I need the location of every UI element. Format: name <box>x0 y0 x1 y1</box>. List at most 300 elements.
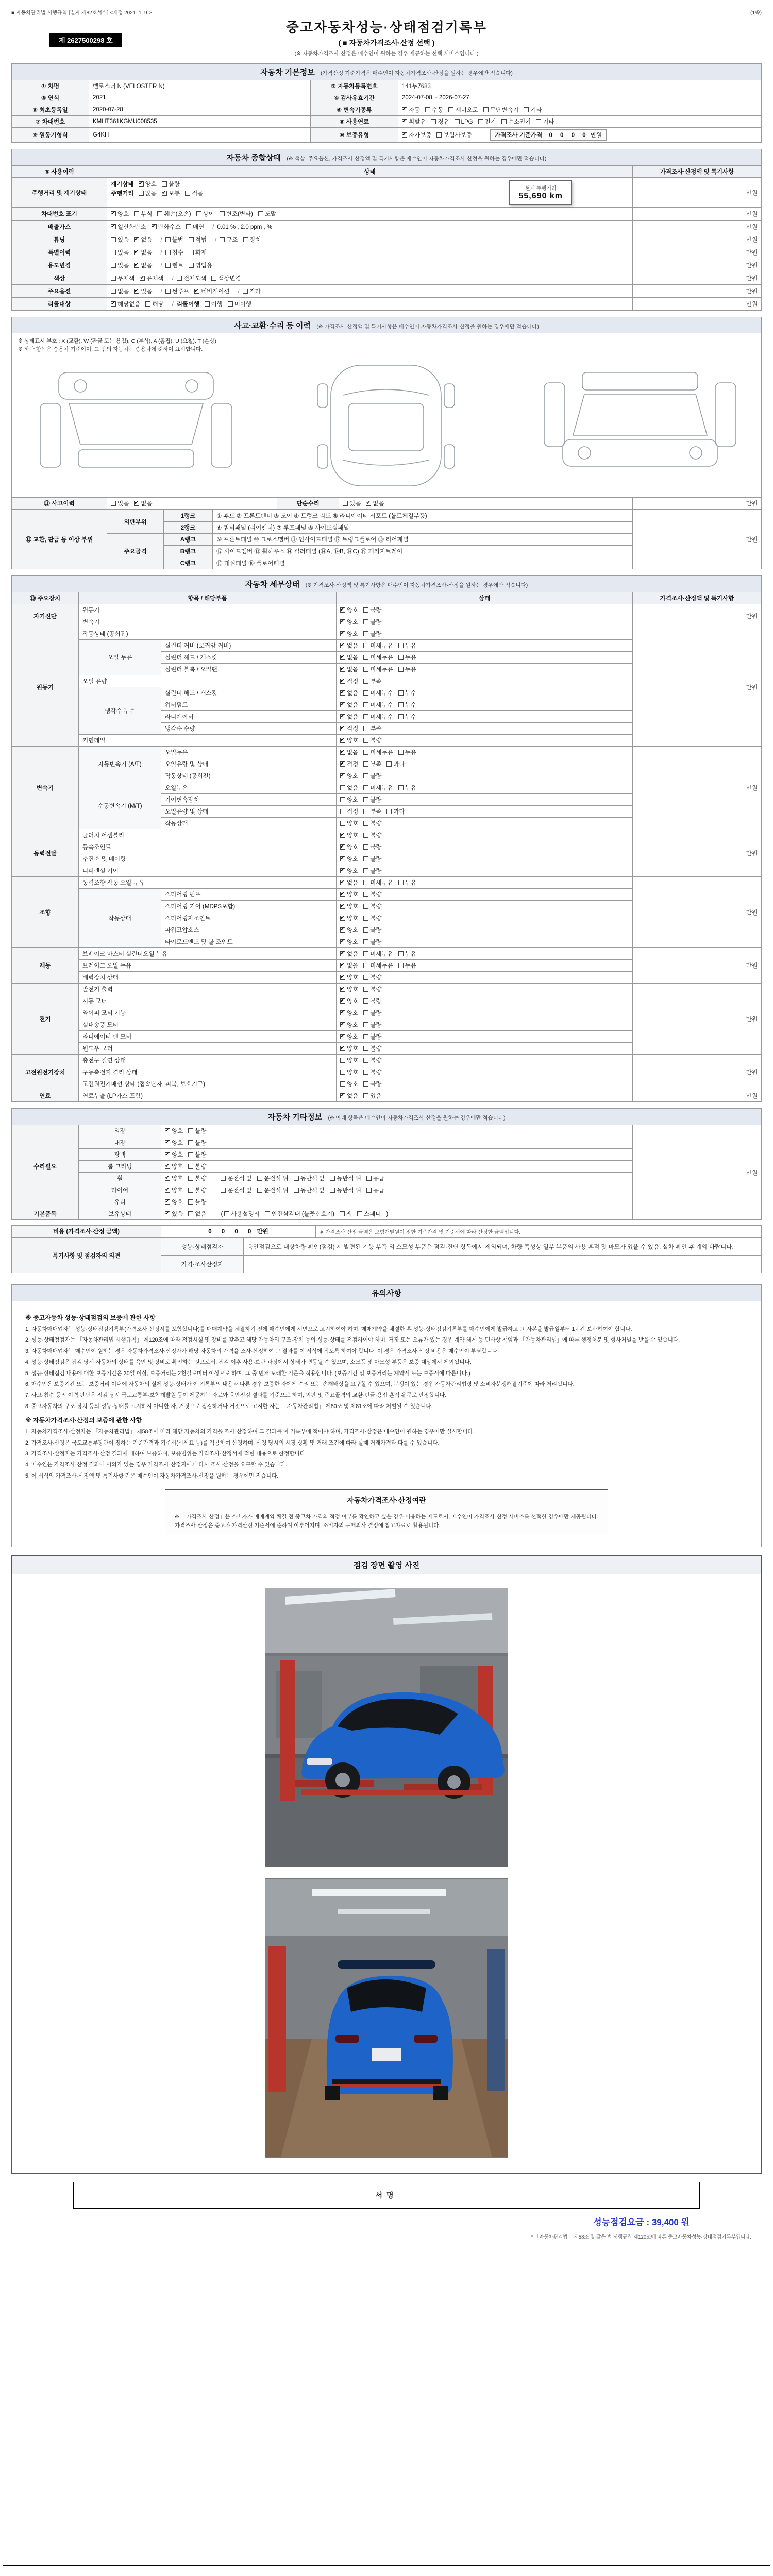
item-label: 작동상태 (공회전) <box>79 628 337 640</box>
checkbox-box-icon <box>363 643 368 648</box>
price-cell: 만원 <box>633 877 762 948</box>
checkbox-unchecked <box>363 689 393 697</box>
checkbox-label: 상이 <box>203 211 214 217</box>
checkbox-label: 불량 <box>370 868 382 874</box>
checkbox-box-icon <box>398 655 404 660</box>
checkbox-checked <box>340 997 358 1005</box>
checkbox-unchecked <box>363 1032 381 1041</box>
item-label: 스티어링 펌프 <box>161 889 337 901</box>
checkbox-box-icon <box>340 916 345 921</box>
checkbox-unchecked <box>483 106 519 114</box>
checkbox-label: 있음 <box>117 237 129 243</box>
checkbox-checked <box>139 180 157 188</box>
field-label-vin: ⑦ 차대번호 <box>12 116 89 128</box>
checkbox-checked <box>340 985 358 993</box>
checkbox-box-icon <box>366 1188 372 1193</box>
other-item-label: 유리 <box>79 1196 161 1208</box>
section-other-header <box>11 1108 762 1125</box>
checkbox-label: 불법 <box>172 237 183 243</box>
state-cell: 있음 ✔ 없음 / 침수 화재 <box>107 246 633 259</box>
document-title: 중고자동차성능·상태점검기록부 <box>285 20 488 35</box>
checkbox-checked <box>165 1198 183 1206</box>
checkbox-checked <box>134 499 152 507</box>
field-label-chname: ① 차명 <box>12 80 89 92</box>
checkbox-label: 미세누유 <box>370 951 393 957</box>
checkbox-box-icon <box>157 211 162 216</box>
checkbox-label: 구조 <box>226 237 238 243</box>
checkbox-box-icon <box>294 1176 299 1181</box>
checkbox-label: 자동 <box>409 107 421 113</box>
checkbox-box-icon <box>340 844 345 850</box>
checkbox-checked <box>140 274 163 282</box>
state-cell <box>337 806 633 818</box>
checkbox-box-icon <box>366 501 371 506</box>
item-label: 브레이크 오일 누유 <box>79 960 337 972</box>
checkbox-label: 불량 <box>370 833 382 839</box>
use-history-label: 주행거리 및 계기상태 <box>12 178 107 208</box>
item-label: 윈도우 모터 <box>79 1043 337 1055</box>
exchange-panel-table <box>11 510 762 569</box>
price-cell: 만원 <box>633 604 762 628</box>
state-cell <box>337 995 633 1007</box>
checkbox-box-icon <box>363 655 368 660</box>
col-price: 가격조사·산정액 및 특기사항 <box>633 592 762 604</box>
base-price-value: 0 0 0 0 <box>549 132 589 139</box>
checkbox-unchecked <box>478 117 496 126</box>
checkbox-box-icon <box>111 211 116 216</box>
state-cell <box>337 853 633 865</box>
checkbox-label: 과다 <box>393 761 405 768</box>
item-label: 오일유량 및 상태 <box>161 758 337 770</box>
checkbox-label: 불량 <box>370 1010 382 1016</box>
checkbox-label: 침수 <box>172 250 183 256</box>
checkbox-label: 없음 <box>347 714 359 720</box>
checkbox-box-icon <box>185 191 190 196</box>
state-cell <box>337 984 633 995</box>
checkbox-box-icon <box>340 1022 345 1027</box>
checkbox-label: 없음 <box>141 501 153 507</box>
checkbox-box-icon <box>402 107 407 112</box>
checkbox-label: 양호 <box>347 939 359 945</box>
inspection-photos-section <box>11 1555 762 2174</box>
accident-history-options <box>107 498 277 510</box>
checkbox-box-icon <box>363 607 368 613</box>
checkbox-label: 변조(변타) <box>226 211 253 217</box>
checkbox-unchecked <box>363 914 381 922</box>
checkbox-unchecked <box>363 878 393 887</box>
section-comprehensive-header <box>11 149 762 165</box>
checkbox-box-icon <box>340 619 345 624</box>
checkbox-label: 휘발유 <box>409 119 426 125</box>
opinion-who: 성능·상태점검자 <box>161 1238 244 1256</box>
price-survey-box <box>165 1489 608 1535</box>
checkbox-unchecked <box>363 985 381 993</box>
checkbox-unchecked <box>224 1210 260 1218</box>
checkbox-label: 네비게이션 <box>200 289 230 295</box>
checkbox-box-icon <box>398 702 404 707</box>
checkbox-unchecked <box>162 180 180 188</box>
checkbox-unchecked <box>243 235 261 244</box>
checkbox-label: 불량 <box>195 1152 207 1158</box>
item-label: 시동 모터 <box>79 995 337 1007</box>
checkbox-checked <box>340 867 358 875</box>
checkbox-unchecked <box>139 189 157 197</box>
checkbox-unchecked <box>340 795 358 804</box>
checkbox-label: 양호 <box>347 987 359 993</box>
item-label: 오일 유량 <box>79 675 337 687</box>
checkbox-box-icon <box>363 667 368 672</box>
rank-items: ⑮ 대쉬패널 ⑯ 플로어패널 <box>213 557 633 569</box>
checkbox-label: 적정 <box>347 809 359 815</box>
state-cell <box>337 628 633 640</box>
rank-name: 1랭크 <box>164 510 213 522</box>
checkbox-unchecked <box>398 653 416 662</box>
state-cell <box>337 675 633 687</box>
checkbox-box-icon <box>165 1176 170 1181</box>
field-label-valid: ④ 검사유효기간 <box>311 92 398 104</box>
checkbox-checked <box>340 713 358 721</box>
checkbox-label: 많음 <box>145 191 157 197</box>
checkbox-unchecked <box>398 665 416 673</box>
section-note: (※ 가격조사·산정액 및 특기사항은 매수인이 자동차가격조사·산정을 원하는 경우에만 적습니다) <box>305 582 528 588</box>
col-state: 상태 <box>337 592 633 604</box>
rank-items: ⑥ 쿼터패널 (리어펜더) ⑦ 루프패널 ⑧ 사이드실패널 <box>213 522 633 534</box>
checkbox-unchecked <box>257 1174 289 1182</box>
checkbox-unchecked <box>188 1174 206 1182</box>
state-cell <box>337 972 633 984</box>
section-notices-header <box>11 1284 762 1301</box>
item-label: 구동축전지 격리 상태 <box>79 1066 337 1078</box>
checkbox-unchecked <box>536 117 554 126</box>
state-cell <box>161 1184 633 1196</box>
checkbox-label: 잭 <box>346 1211 352 1217</box>
use-history-label: 배출가스 <box>12 221 107 233</box>
checkbox-box-icon <box>340 833 345 838</box>
checkbox-box-icon <box>340 773 345 778</box>
device-group-label: 동력전달 <box>12 829 79 877</box>
checkbox-label: 양호 <box>172 1188 183 1194</box>
checkbox-box-icon <box>340 679 345 684</box>
checkbox-box-icon <box>398 714 404 719</box>
checkbox-label: 스패너 <box>364 1211 381 1217</box>
checkbox-checked <box>340 630 358 638</box>
item-label: 스티어링자조인트 <box>161 912 337 924</box>
checkbox-label: 누수 <box>405 714 416 720</box>
notice-item: 4. 성능·상태점검은 점검 당시 자동차의 상태를 육안 및 장비로 확인하는 것으로서, 점검 이후 사용·보관 과정에서 상태가 변동될 수 있으며, 소모품 및 마모성 부품은 보증 대상에서 제외됩니다. <box>25 1359 472 1366</box>
field-label-firstreg: ⑤ 최초등록일 <box>12 104 89 116</box>
checkbox-checked <box>340 890 358 899</box>
checkbox-unchecked <box>398 878 416 887</box>
item-label: 브레이크 마스터 실린더오일 누유 <box>79 948 337 960</box>
price-cell: 만원 <box>633 829 762 877</box>
checkbox-unchecked <box>111 261 129 269</box>
checkbox-label: 해당 <box>152 301 164 308</box>
checkbox-unchecked <box>363 890 381 899</box>
checkbox-unchecked <box>363 867 381 875</box>
checkbox-label: 불량 <box>370 1058 382 1064</box>
checkbox-box-icon <box>189 263 194 268</box>
checkbox-label: 탄화수소 <box>158 224 181 230</box>
col-use-history: ⑨ 사용이력 <box>12 166 107 178</box>
checkbox-unchecked <box>340 784 358 792</box>
checkbox-box-icon <box>340 939 345 944</box>
checkbox-box-icon <box>363 939 368 944</box>
item-label: 실내송풍 모터 <box>79 1019 337 1031</box>
checkbox-box-icon <box>363 761 368 767</box>
checkbox-label: 양호 <box>347 821 359 827</box>
checkbox-box-icon <box>340 1058 345 1063</box>
detail-row <box>12 948 762 960</box>
state-cell <box>161 1149 633 1161</box>
checkbox-label: 없음 <box>347 655 359 661</box>
checkbox-checked <box>340 701 358 709</box>
state-cell <box>337 960 633 972</box>
checkbox-checked <box>165 1127 183 1135</box>
document-page <box>3 3 770 2566</box>
item-subgroup-label: 수동변속기 (M/T) <box>79 782 161 829</box>
checkbox-label: 양호 <box>172 1176 183 1182</box>
state-cell <box>337 794 633 806</box>
checkbox-checked <box>165 1210 183 1218</box>
basic-info-table <box>11 80 762 143</box>
checkbox-unchecked <box>330 1186 361 1194</box>
checkbox-label: 기타 <box>530 107 542 113</box>
device-group-label: 제동 <box>12 948 79 984</box>
checkbox-box-icon <box>363 1046 368 1051</box>
checkbox-label: 부족 <box>370 726 382 732</box>
inspection-photo-rear <box>265 1878 508 2158</box>
checkbox-label: 보험사보증 <box>443 132 472 139</box>
checkbox-unchecked <box>294 1186 325 1194</box>
state-cell: 없음 ✔ 있음 / 썬루프 ✔ 네비게이션 / 기타 <box>107 285 633 298</box>
checkbox-label: 일산화탄소 <box>117 224 146 230</box>
checkbox-box-icon <box>398 690 404 696</box>
checkbox-label: 양호 <box>347 1022 359 1028</box>
state-cell <box>337 640 633 652</box>
checkbox-label: 과다 <box>393 809 405 815</box>
state-cell <box>337 699 633 711</box>
checkbox-label: 불량 <box>195 1140 207 1146</box>
checkbox-box-icon <box>524 107 529 112</box>
checkbox-label: 세미오토 <box>455 107 478 113</box>
price-cell: 만원 <box>633 178 762 208</box>
checkbox-box-icon <box>398 880 404 885</box>
checkbox-label: 응급 <box>373 1176 385 1182</box>
checkbox-box-icon <box>363 750 368 755</box>
checkbox-box-icon <box>211 276 216 281</box>
checkbox-label: 양호 <box>347 1081 359 1088</box>
item-label: 워터펌프 <box>161 699 337 711</box>
checkbox-unchecked <box>363 1092 381 1100</box>
checkbox-label: 불량 <box>370 1046 382 1052</box>
checkbox-box-icon <box>165 263 171 268</box>
checkbox-box-icon <box>363 856 368 861</box>
cost-value: 0 0 0 0 <box>208 1229 256 1235</box>
checkbox-box-icon <box>363 785 368 790</box>
checkbox-unchecked <box>165 261 183 269</box>
checkbox-unchecked <box>145 300 163 308</box>
checkbox-label: 없음 <box>141 263 153 269</box>
checkbox-unchecked <box>165 287 189 295</box>
cost-unit: 만원 <box>257 1229 268 1235</box>
field-value-vin: KMHT361KGMU008535 <box>89 116 311 128</box>
state-cell <box>337 1078 633 1090</box>
rank-name: 2랭크 <box>164 522 213 534</box>
photos-title: 점검 장면 촬영 사진 <box>12 1556 761 1574</box>
checkbox-checked <box>111 210 129 218</box>
state-sublabel: 주행거리 <box>111 191 134 197</box>
checkbox-box-icon <box>165 250 171 255</box>
title-option: ( ■ 자동차가격조사·산정 선택 ) <box>338 39 435 47</box>
checkbox-box-icon <box>363 963 368 968</box>
checkbox-checked <box>340 938 358 946</box>
checkbox-label: 이행 <box>211 301 223 308</box>
checkbox-box-icon <box>340 821 345 826</box>
checkbox-box-icon <box>363 1034 368 1039</box>
checkbox-label: 불량 <box>370 821 382 827</box>
checkbox-label: 없음 <box>141 250 153 256</box>
checkbox-label: 누유 <box>405 750 416 756</box>
checkbox-label: 불량 <box>370 1022 382 1028</box>
state-cell <box>337 1031 633 1043</box>
checkbox-checked <box>340 914 358 922</box>
rank-name: C랭크 <box>164 557 213 569</box>
checkbox-unchecked <box>363 641 393 650</box>
checkbox-box-icon <box>340 738 345 743</box>
checkbox-box-icon <box>340 1093 345 1098</box>
state-cell <box>337 1066 633 1078</box>
checkbox-label: 훼손(오손) <box>164 211 191 217</box>
checkbox-unchecked <box>188 1210 206 1218</box>
accident-history-table <box>11 497 762 510</box>
item-label: 오일유량 및 상태 <box>161 806 337 818</box>
checkbox-unchecked <box>188 1186 206 1194</box>
checkbox-checked <box>134 248 152 257</box>
checkbox-checked <box>340 689 358 697</box>
checkbox-box-icon <box>357 1211 362 1216</box>
detail-row <box>12 1055 762 1066</box>
checkbox-unchecked <box>340 807 358 816</box>
checkbox-label: 누유 <box>405 785 416 791</box>
checkbox-unchecked <box>177 274 206 282</box>
state-cell: ✔ 일산화탄소 ✔ 탄화수소 매연 / 0.01 % , 2.0 ppm , % <box>107 221 633 233</box>
checkbox-label: 불량 <box>195 1128 207 1134</box>
checkbox-box-icon <box>111 501 116 506</box>
law-reference: ■ 자동차관리법 시행규칙 [별지 제82호서식] <개정 2021. 1. 9.> <box>11 10 152 16</box>
checkbox-label: 누수 <box>405 690 416 697</box>
checkbox-label: 렌트 <box>172 263 183 269</box>
checkbox-box-icon <box>340 607 345 613</box>
checkbox-unchecked <box>398 784 416 792</box>
checkbox-label: 누유 <box>405 951 416 957</box>
state-cell <box>337 889 633 901</box>
checkbox-label: 동반석 뒤 <box>337 1176 361 1182</box>
checkbox-box-icon <box>340 856 345 861</box>
checkbox-box-icon <box>221 1176 226 1181</box>
checkbox-label: 없음 <box>347 690 359 697</box>
legend-codes: ※ 상태표시 부호 : X (교환), W (판금 또는 용접), C (부식), A (흠집), U (요철), T (손상) <box>18 338 216 344</box>
checkbox-box-icon <box>363 833 368 838</box>
field-value-firstreg: 2020-07-28 <box>89 104 311 116</box>
checkbox-label: 없음 <box>347 750 359 756</box>
checkbox-box-icon <box>340 880 345 885</box>
checkbox-unchecked <box>363 902 381 910</box>
checkbox-box-icon <box>340 892 345 897</box>
detail-state-table <box>11 592 762 1102</box>
checkbox-label: 색상변경 <box>218 276 241 282</box>
checkbox-label: 있음 <box>117 501 129 507</box>
checkbox-box-icon <box>363 679 368 684</box>
checkbox-unchecked <box>386 807 405 816</box>
checkbox-box-icon <box>188 1188 193 1193</box>
checkbox-label: 불량 <box>370 927 382 934</box>
checkbox-checked <box>340 902 358 910</box>
field-label-regno: ② 자동차등록번호 <box>311 80 398 92</box>
other-item-label: 내장 <box>79 1137 161 1149</box>
device-group-label: 조향 <box>12 877 79 948</box>
col-device: ⑬ 주요장치 <box>12 592 79 604</box>
checkbox-box-icon <box>340 702 345 707</box>
checkbox-label: 없음 <box>347 880 359 886</box>
checkbox-label: 수동 <box>432 107 444 113</box>
item-label: 냉각수 수량 <box>161 723 337 735</box>
checkbox-box-icon <box>363 916 368 921</box>
checkbox-checked <box>340 1032 358 1041</box>
item-subgroup-label: 자동변속기 (A/T) <box>79 747 161 782</box>
checkbox-label: 양호 <box>347 607 359 614</box>
checkbox-unchecked <box>340 1068 358 1076</box>
checkbox-unchecked <box>386 760 405 768</box>
price-survey-text: ※ 「가격조사·산정」은 소비자가 매매계약 체결 전 중고차 가격의 적정 여부를 확인하고 싶은 경우 이용하는 제도로서, 매수인이 가격조사·산정 서비스를 선택한 경우에만 제공됩니다. 가격조사·산정은 중고차 가격산정 기준서에 준하여 이루어지며, 소비자의 구매의사 결정에 참고자료로 활용됩니다. <box>175 1514 598 1529</box>
checkbox-label: 무단변속기 <box>490 107 519 113</box>
notices-list-1 <box>25 1325 748 1411</box>
checkbox-label: 불량 <box>370 1081 382 1088</box>
checkbox-checked <box>165 1162 183 1171</box>
checkbox-checked <box>340 677 358 685</box>
price-cell: 만원 <box>633 246 762 259</box>
simple-repair-label: 단순수리 <box>277 498 339 510</box>
footer-note: * 「자동차관리법」 제58조 및 같은 법 시행규칙 제120조에 따른 중고자동차성능·상태점검기록부입니다. <box>531 2234 751 2240</box>
checkbox-box-icon <box>165 1140 170 1145</box>
other-item-label: 룸 크리닝 <box>79 1161 161 1173</box>
notices-head1: ※ 중고자동차 성능·상태점검의 보증에 관한 사항 <box>25 1314 156 1321</box>
item-label: 커먼레일 <box>79 735 337 747</box>
checkbox-label: 양호 <box>347 1046 359 1052</box>
checkbox-unchecked <box>330 1174 361 1182</box>
checkbox-box-icon <box>330 1188 335 1193</box>
checkbox-unchecked <box>363 1080 381 1088</box>
checkbox-checked <box>340 878 358 887</box>
checkbox-box-icon <box>340 714 345 719</box>
item-label: 오일누유 <box>161 747 337 758</box>
item-subgroup-label: 냉각수 누수 <box>79 687 161 735</box>
checkbox-label: 양호 <box>347 1010 359 1016</box>
checkbox-box-icon <box>363 714 368 719</box>
checkbox-box-icon <box>363 868 368 873</box>
signature-label: 서명 <box>375 2191 398 2199</box>
state-cell <box>337 924 633 936</box>
checkbox-box-icon <box>111 301 116 307</box>
checkbox-label: 매연 <box>192 224 205 230</box>
inspection-fee <box>11 2215 690 2228</box>
state-cell <box>337 936 633 948</box>
checkbox-box-icon <box>165 1164 170 1169</box>
section-note: (※ 가격조사·산정액 및 특기사항은 매수인이 자동차가격조사·산정을 원하는 경우에만 적습니다) <box>316 324 539 330</box>
checkbox-unchecked <box>501 117 531 126</box>
checkbox-label: 불량 <box>370 904 382 910</box>
item-label: 변속기 <box>79 616 337 628</box>
price-cell: 만원 <box>633 1125 762 1220</box>
